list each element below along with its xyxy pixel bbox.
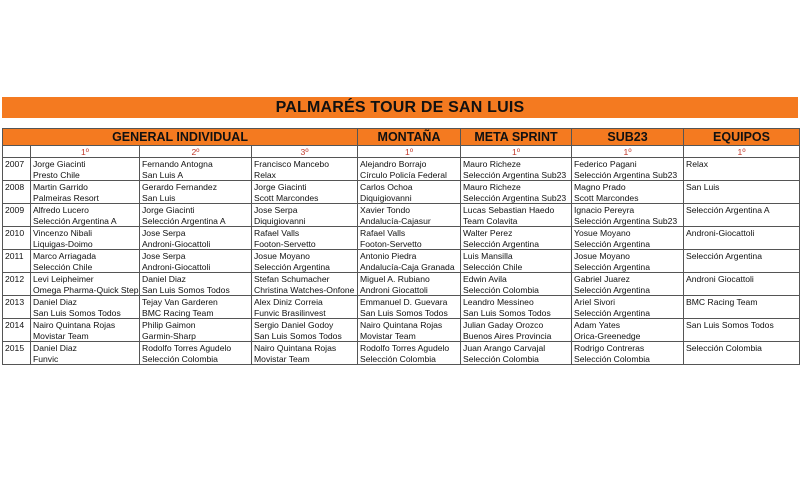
rider-cell: Philip Gaimon [140,319,252,331]
rider-cell: Fernando Antogna [140,158,252,170]
rank-cell: 3º [252,146,358,158]
team-cell: Selección Argentina [572,238,684,250]
team-cell: Scott Marcondes [252,192,358,204]
team-cell: Selección Colombia [358,353,461,365]
category-sub23: SUB23 [572,129,684,146]
rider-cell: Androni-Giocattoli [684,227,800,239]
team-cell: Selección Colombia [140,353,252,365]
rank-header-row [3,146,800,158]
rider-cell: Xavier Tondo [358,204,461,216]
page-title: PALMARÉS TOUR DE SAN LUIS [275,98,525,116]
team-cell: Palmeiras Resort [31,192,140,204]
team-cell: Buenos Aires Provincia [461,330,572,342]
year-cell: 2012 [3,273,31,285]
team-cell: Androni-Giocattoli [140,261,252,273]
rider-cell: Jose Serpa [140,250,252,262]
team-cell: Androni Giocattoli [358,284,461,296]
year-blank-cell [3,215,31,227]
category-equipos: EQUIPOS [684,129,800,146]
rank-cell: 1º [572,146,684,158]
rider-cell: Mauro Richeze [461,158,572,170]
category-meta-sprint: META SPRINT [461,129,572,146]
rider-cell: Rodrigo Contreras [572,342,684,354]
team-cell: San Luis A [140,169,252,181]
team-cell: San Luis [140,192,252,204]
team-cell: Movistar Team [358,330,461,342]
rider-cell: Rafael Valls [252,227,358,239]
year-row-rider [3,250,800,262]
rider-cell: Sergio Daniel Godoy [252,319,358,331]
team-cell: San Luis Somos Todos [252,330,358,342]
team-cell: Selección Argentina Sub23 [572,169,684,181]
year-blank-cell [3,284,31,296]
year-cell: 2007 [3,158,31,170]
rider-cell: Jorge Giacinti [252,181,358,193]
year-row-team [3,261,800,273]
team-cell: Diquigiovanni [252,215,358,227]
team-cell: Relax [252,169,358,181]
year-row-team [3,353,800,365]
team-cell: Footon-Servetto [358,238,461,250]
rider-cell: Selección Colombia [684,342,800,354]
rider-cell: Vincenzo Nibali [31,227,140,239]
rider-cell: Nairo Quintana Rojas [252,342,358,354]
team-cell: Scott Marcondes [572,192,684,204]
year-cell: 2009 [3,204,31,216]
rider-cell: Alejandro Borrajo [358,158,461,170]
rider-cell: Daniel Diaz [140,273,252,285]
team-cell: San Luis Somos Todos [31,307,140,319]
team-cell: San Luis Somos Todos [358,307,461,319]
rider-cell: Ariel Sivori [572,296,684,308]
rider-cell: Jorge Giacinti [140,204,252,216]
rider-cell: Adam Yates [572,319,684,331]
team-cell [684,353,800,365]
rider-cell: Selección Argentina [684,250,800,262]
team-cell: Presto Chile [31,169,140,181]
rider-cell: Antonio Piedra [358,250,461,262]
team-cell: Team Colavita [461,215,572,227]
team-cell: Selección Colombia [461,284,572,296]
team-cell: Orica-Greenedge [572,330,684,342]
year-row-team [3,192,800,204]
rider-cell: Rafael Valls [358,227,461,239]
team-cell: Funvic [31,353,140,365]
rider-cell: Mauro Richeze [461,181,572,193]
year-blank-cell [3,238,31,250]
team-cell [684,307,800,319]
year-row-rider [3,296,800,308]
rider-cell: Federico Pagani [572,158,684,170]
team-cell: Selección Colombia [461,353,572,365]
rider-cell: Martin Garrido [31,181,140,193]
category-header-row [3,129,800,146]
rider-cell: Tejay Van Garderen [140,296,252,308]
year-cell: 2011 [3,250,31,262]
rider-cell: Androni Giocattoli [684,273,800,285]
year-row-team [3,169,800,181]
team-cell: Selección Colombia [572,353,684,365]
year-row-team [3,215,800,227]
rider-cell: Luis Mansilla [461,250,572,262]
team-cell: Diquigiovanni [358,192,461,204]
team-cell: Movistar Team [252,353,358,365]
rider-cell: Gerardo Fernandez [140,181,252,193]
team-cell: Androni-Giocattoli [140,238,252,250]
team-cell: Funvic Brasilinvest [252,307,358,319]
team-cell [684,261,800,273]
year-cell: 2008 [3,181,31,193]
team-cell: Selección Chile [31,261,140,273]
rank-blank [3,146,31,158]
category-montana: MONTAÑA [358,129,461,146]
year-row-rider [3,227,800,239]
team-cell: Selección Argentina A [140,215,252,227]
rider-cell: Jorge Giacinti [31,158,140,170]
team-cell [684,169,800,181]
rider-cell: San Luis [684,181,800,193]
year-blank-cell [3,353,31,365]
year-blank-cell [3,192,31,204]
rider-cell: Nairo Quintana Rojas [31,319,140,331]
rank-cell: 1º [461,146,572,158]
rider-cell: Ignacio Pereyra [572,204,684,216]
year-row-team [3,284,800,296]
team-cell [684,284,800,296]
team-cell: Movistar Team [31,330,140,342]
rider-cell: Alfredo Lucero [31,204,140,216]
year-cell: 2013 [3,296,31,308]
team-cell: Selección Argentina [572,307,684,319]
rider-cell: Jose Serpa [252,204,358,216]
rider-cell: Jose Serpa [140,227,252,239]
year-row-rider [3,204,800,216]
team-cell [684,238,800,250]
team-cell: Selección Argentina [572,284,684,296]
rider-cell: Lucas Sebastian Haedo [461,204,572,216]
team-cell: Selección Argentina Sub23 [461,192,572,204]
year-cell: 2015 [3,342,31,354]
rank-cell: 1º [31,146,140,158]
rider-cell: Josue Moyano [572,250,684,262]
team-cell: Selección Argentina A [31,215,140,227]
rider-cell: Josue Moyano [252,250,358,262]
rider-cell: Gabriel Juarez [572,273,684,285]
rider-cell: Rodolfo Torres Agudelo [140,342,252,354]
year-blank-cell [3,261,31,273]
palmares-table [2,128,800,365]
year-row-rider [3,158,800,170]
year-row-rider [3,342,800,354]
year-row-team [3,238,800,250]
rider-cell: Rodolfo Torres Agudelo [358,342,461,354]
rider-cell: Edwin Avila [461,273,572,285]
team-cell: Christina Watches-Onfone [252,284,358,296]
year-row-rider [3,319,800,331]
rider-cell: Walter Perez [461,227,572,239]
year-row-rider [3,273,800,285]
year-blank-cell [3,169,31,181]
rider-cell: Miguel A. Rubiano [358,273,461,285]
team-cell [684,215,800,227]
team-cell: Liquigas-Doimo [31,238,140,250]
year-cell: 2014 [3,319,31,331]
team-cell: Selección Argentina Sub23 [572,215,684,227]
team-cell: Círculo Policía Federal [358,169,461,181]
rider-cell: BMC Racing Team [684,296,800,308]
team-cell [684,330,800,342]
team-cell: Selección Argentina [461,238,572,250]
team-cell: Andalucía-Caja Granada [358,261,461,273]
rider-cell: Stefan Schumacher [252,273,358,285]
rider-cell: Relax [684,158,800,170]
year-cell: 2010 [3,227,31,239]
rider-cell: Nairo Quintana Rojas [358,319,461,331]
team-cell: Selección Argentina Sub23 [461,169,572,181]
team-cell: Selección Argentina [572,261,684,273]
rank-cell: 1º [684,146,800,158]
rider-cell: Daniel Diaz [31,296,140,308]
rider-cell: Francisco Mancebo [252,158,358,170]
rider-cell: San Luis Somos Todos [684,319,800,331]
rider-cell: Carlos Ochoa [358,181,461,193]
category-general: GENERAL INDIVIDUAL [3,129,358,146]
rider-cell: Leandro Messineo [461,296,572,308]
rider-cell: Alex Diniz Correia [252,296,358,308]
rider-cell: Daniel Diaz [31,342,140,354]
team-cell: Omega Pharma-Quick Step [31,284,140,296]
team-cell: Andalucía-Cajasur [358,215,461,227]
year-row-rider [3,181,800,193]
rider-cell: Yosue Moyano [572,227,684,239]
team-cell: Selección Argentina [252,261,358,273]
rider-cell: Selección Argentina A [684,204,800,216]
team-cell: Selección Chile [461,261,572,273]
rider-cell: Marco Arriagada [31,250,140,262]
rider-cell: Juan Arango Carvajal [461,342,572,354]
title-bar [2,97,798,118]
team-cell: Garmin-Sharp [140,330,252,342]
year-row-team [3,307,800,319]
rank-cell: 1º [358,146,461,158]
team-cell: San Luis Somos Todos [140,284,252,296]
rider-cell: Levi Leipheimer [31,273,140,285]
rider-cell: Julian Gaday Orozco [461,319,572,331]
year-blank-cell [3,330,31,342]
year-row-team [3,330,800,342]
team-cell [684,192,800,204]
team-cell: San Luis Somos Todos [461,307,572,319]
rank-cell: 2º [140,146,252,158]
year-blank-cell [3,307,31,319]
team-cell: Footon-Servetto [252,238,358,250]
rider-cell: Emmanuel D. Guevara [358,296,461,308]
rider-cell: Magno Prado [572,181,684,193]
team-cell: BMC Racing Team [140,307,252,319]
